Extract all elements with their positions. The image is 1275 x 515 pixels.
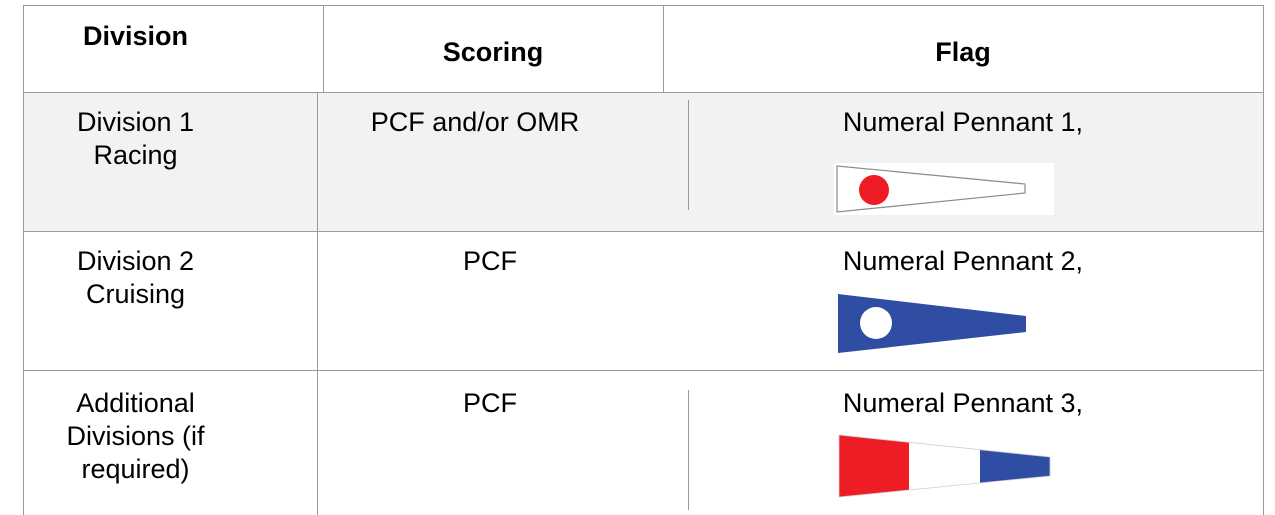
row-divider-1	[23, 231, 1264, 232]
scoring-value: PCF and/or OMR	[370, 107, 580, 137]
division-label-line: Racing	[93, 140, 178, 170]
scoring-value: PCF	[463, 246, 517, 276]
division-table	[23, 5, 1263, 515]
header-divider	[23, 92, 1264, 93]
row-divider-2	[23, 370, 1264, 371]
numeral-pennant-2-icon	[836, 292, 1056, 356]
table-border-top	[23, 5, 1264, 6]
division-label-line: Division 1	[76, 107, 195, 137]
table-border-right	[1263, 5, 1264, 515]
header-scoring: Scoring	[442, 37, 544, 67]
numeral-pennant-1-icon	[834, 163, 1054, 215]
division-label-line: Divisions (if	[66, 421, 205, 451]
col-divider-2-row1	[688, 100, 689, 210]
flag-label: Numeral Pennant 1,	[842, 107, 1084, 137]
col-divider-2-row3	[688, 390, 689, 510]
header-flag: Flag	[935, 37, 991, 67]
division-label-line: Additional	[76, 388, 195, 418]
division-label	[23, 106, 248, 172]
division-label-line: required)	[81, 454, 190, 484]
division-label	[23, 245, 248, 311]
col-divider-1	[317, 92, 318, 515]
flag-label: Numeral Pennant 2,	[842, 246, 1084, 276]
division-label-line: Cruising	[85, 279, 186, 309]
header-division: Division	[82, 21, 189, 51]
numeral-pennant-3-icon	[836, 432, 1056, 500]
flag-label: Numeral Pennant 3,	[842, 388, 1084, 418]
division-label-line: Division 2	[76, 246, 195, 276]
division-label	[23, 387, 248, 486]
scoring-value: PCF	[463, 388, 517, 418]
